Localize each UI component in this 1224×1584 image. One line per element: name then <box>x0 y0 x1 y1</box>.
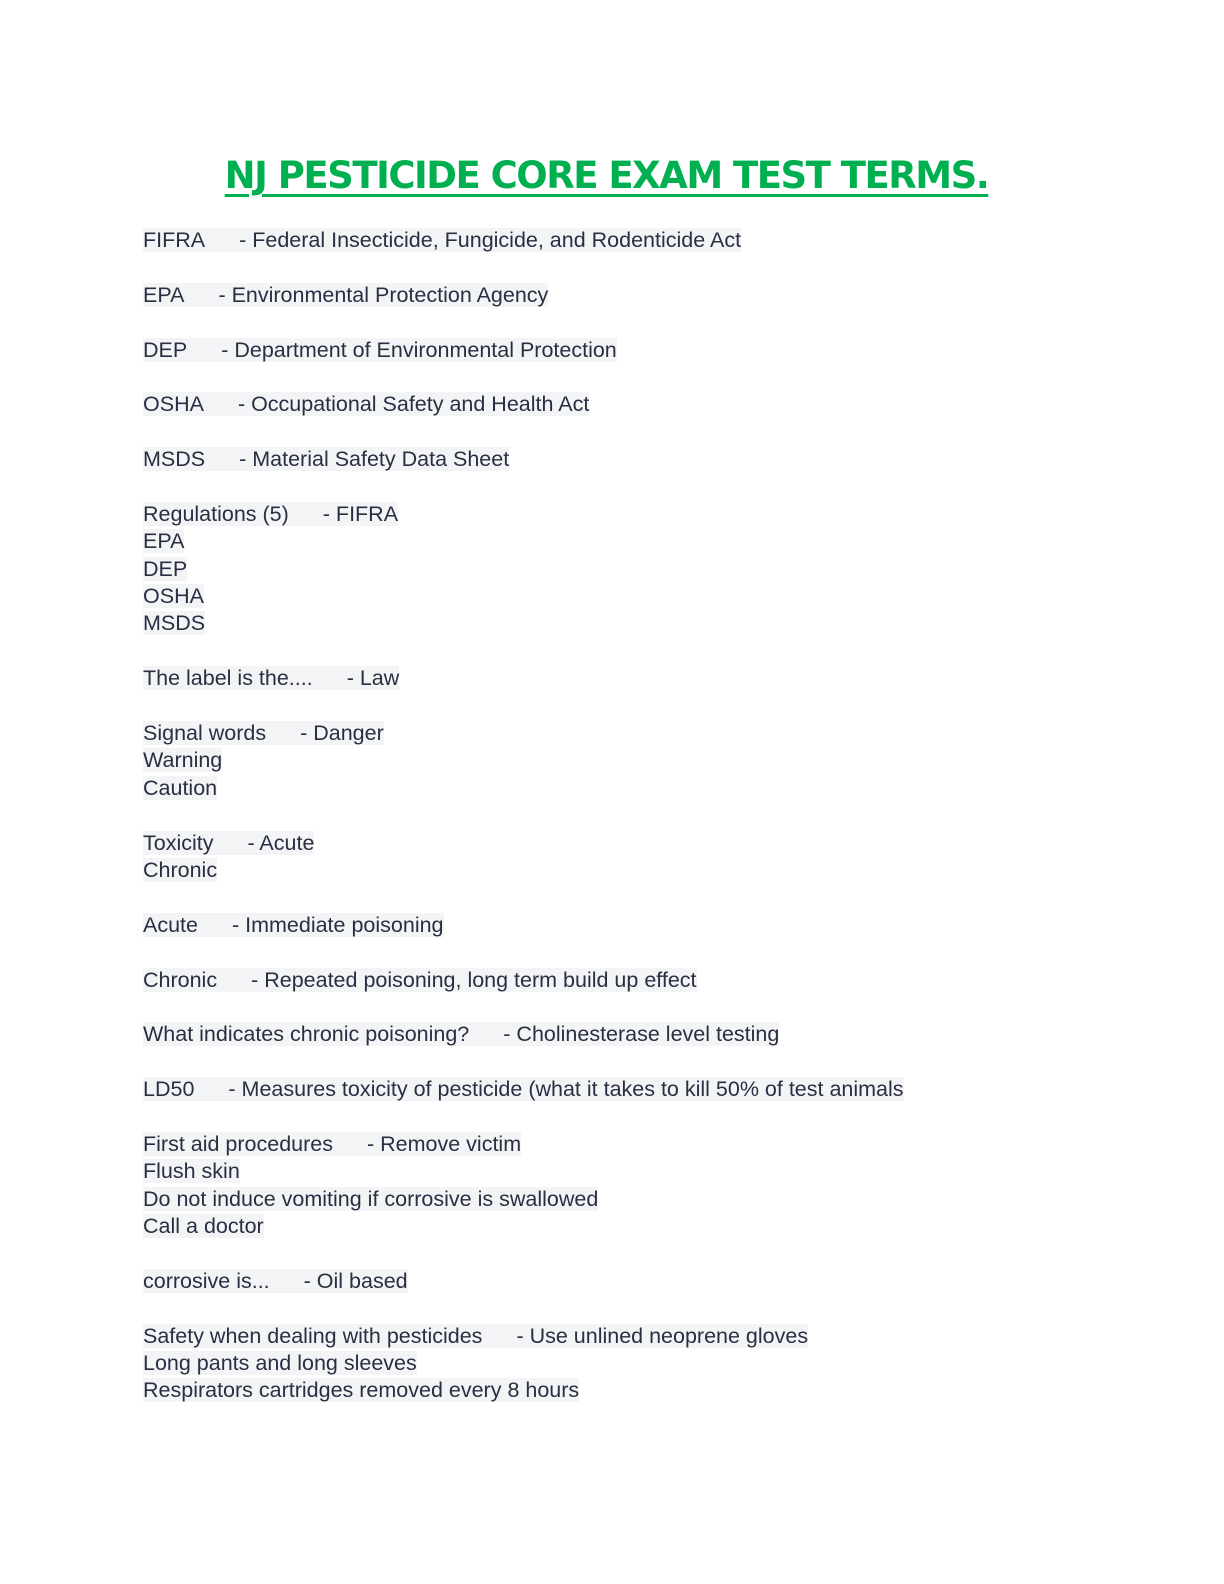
definition: - Immediate poisoning <box>231 912 444 937</box>
definition-line: Call a doctor <box>143 1214 264 1239</box>
definition-line: OSHA <box>143 584 204 609</box>
term: EPA <box>143 282 185 307</box>
definition: - Use unlined neoprene gloves <box>516 1323 809 1348</box>
definition: - Oil based <box>303 1268 408 1293</box>
term: Acute <box>143 912 198 937</box>
definition-line: Do not induce vomiting if corrosive is swallowed <box>143 1186 599 1211</box>
definition-line: DEP <box>143 556 188 581</box>
definition: - Material Safety Data Sheet <box>239 447 510 472</box>
definition: - Measures toxicity of pesticide (what it takes to kill 50% of test animals <box>228 1077 904 1102</box>
definition: - Federal Insecticide, Fungicide, and Rodenticide Act <box>239 228 742 252</box>
term: First aid procedures <box>143 1131 333 1156</box>
term-entry <box>143 337 1143 364</box>
definition: - Cholinesterase level testing <box>503 1022 780 1047</box>
term-entry <box>143 446 1143 473</box>
definition-line: MSDS <box>143 611 206 636</box>
definition-line: Warning <box>143 748 223 773</box>
term: Signal words <box>143 721 267 746</box>
term: Toxicity <box>143 830 214 855</box>
term-entry <box>143 391 1143 418</box>
definition: - FIFRA <box>322 501 399 526</box>
term-entry <box>143 501 1143 638</box>
definition-line: Respirators cartridges removed every 8 hours <box>143 1378 580 1403</box>
term-entry <box>143 720 1143 802</box>
term: Chronic <box>143 967 218 992</box>
definition: - Remove victim <box>367 1131 522 1156</box>
document-title-text: NJ PESTICIDE CORE EXAM TEST TERMS. <box>224 154 989 197</box>
definition: - Law <box>346 666 400 691</box>
definition: - Environmental Protection Agency <box>218 282 549 307</box>
definition: - Danger <box>300 721 384 746</box>
term-entry <box>143 665 1143 692</box>
term: Regulations (5) <box>143 501 289 526</box>
term: The label is the.... <box>143 666 313 691</box>
term-entry <box>143 227 1143 254</box>
term-entry <box>143 1323 1143 1405</box>
term: corrosive is... <box>143 1268 270 1293</box>
definition-line: Caution <box>143 775 218 800</box>
term: LD50 <box>143 1077 195 1102</box>
definition-line: EPA <box>143 529 185 554</box>
term-entry <box>143 912 1143 939</box>
term: MSDS <box>143 447 206 472</box>
term-entry <box>143 1268 1143 1295</box>
definition: - Occupational Safety and Health Act <box>237 392 590 417</box>
term-entry <box>143 1021 1143 1048</box>
definition: - Repeated poisoning, long term build up effect <box>251 967 697 992</box>
term: FIFRA <box>143 228 206 252</box>
term-entry <box>143 967 1143 994</box>
term-list <box>143 227 1143 1432</box>
term-entry <box>143 830 1143 885</box>
term: Safety when dealing with pesticides <box>143 1323 483 1348</box>
term-entry <box>143 1076 1143 1103</box>
definition-line: Flush skin <box>143 1159 240 1184</box>
term: What indicates chronic poisoning? <box>143 1022 470 1047</box>
definition-line: Long pants and long sleeves <box>143 1351 417 1376</box>
term-entry <box>143 282 1143 309</box>
term: OSHA <box>143 392 204 417</box>
definition: - Department of Environmental Protection <box>221 337 617 362</box>
document-title <box>0 148 1213 204</box>
definition: - Acute <box>247 830 315 855</box>
term: DEP <box>143 337 188 362</box>
term-entry <box>143 1131 1143 1241</box>
definition-line: Chronic <box>143 857 218 882</box>
